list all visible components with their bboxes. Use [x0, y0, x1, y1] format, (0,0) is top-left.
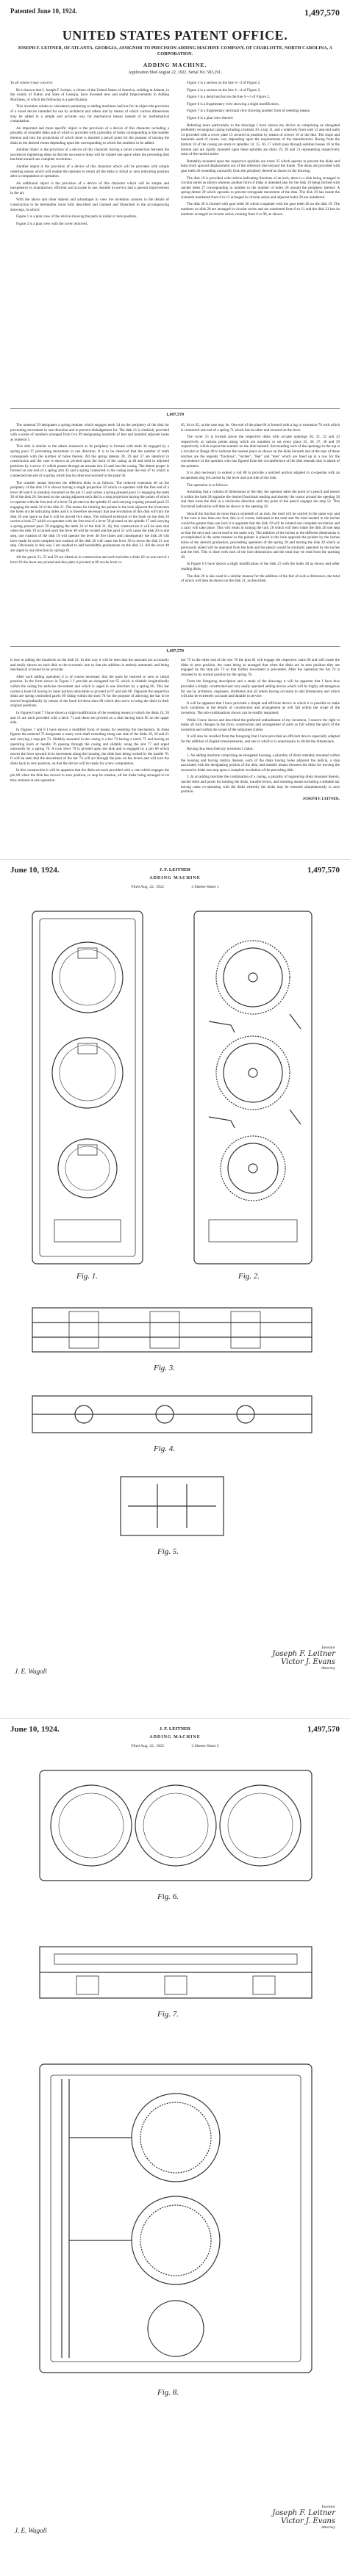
spec-paragraph: It will be apparent that I have provided a simple and efficient device in which it is possible to make such variations in the details of construction and arrangement as will fall within the scope of the invention. The sub-combinations shown can be readily separated. — [181, 701, 340, 715]
spec-column-6 — [181, 658, 340, 803]
fig4-section — [32, 1396, 312, 1433]
spec-paragraph: The numeral 59 designates a spring retainer which engages teeth 34 on the periphery of the disk for preventing movement in one direction and to prevent dislodgement for. The disk 21 is similarly provided with a series of numbers arranged from 0 to 99 designating hundreds of feet and hundred adjacent holes as numeral 5. — [10, 423, 169, 442]
application-line: Application filed August 22, 1922. Serial No. 583,291. — [128, 70, 222, 75]
sheet-filed-line — [0, 1744, 350, 1748]
spec-paragraph: This invention relates to calculators pertaining to adding machines and has for its object the provision of a novel device intended for use by architects and others and by means of which various dimensions may be added in a simple and accurate way for mechanical means instead of by mathematical computation. — [10, 104, 169, 124]
fig6-modification — [40, 1770, 312, 1881]
patent-drawing-sheet-2 — [10, 1756, 340, 2519]
spec-columns-middle — [10, 423, 340, 643]
spec-paragraph: In this construction it will be apparent that the disks are each provided with a cam which engages the pin 80 when the disk has moved to zero position, to stop its rotation, all the disks being arranged to be thus restored at one operation. — [10, 768, 169, 783]
spec-column-5 — [10, 658, 169, 785]
sheet-date: June 10, 1924. — [10, 1725, 60, 1734]
sheet-inventor-name: J. F. LEITNER — [159, 1726, 191, 1732]
spec-paragraph: The transfer means between the different disks is as follows: The reduced extension 46 on the periphery of the disk 19 is shown having a single projection 50 which co-operates with the free end of a lever 48 which is rotatably mounted on the pin 51 and carries a spring pressed pawl 51 engaging the teeth 30 of the disk 20. Secured on the casing adjacent each dial is a stop projection having the points of which co-operate with the free end of a lever 54 pivoted on the spindle 15 and carrying a spring pressed pawl 55 engaging the teeth 34 of the disk 21. The means for limiting the pointer in the hole adjacent the 0 between the holes on the indicating index and it is therefore necessary that one revolution of this disk will turn the disk 20 one space so that it will be moved five steps. The reduced extension of the hook on the disk 20 carries a hook 57 which co-operates with the free end of a lever 58 pivoted on the spindle 17 and carrying a spring pressed pawl 59 engaging the teeth 34 of the disk 21. By this construction it will be seen that when the disk 19 is turned once the lever 48 will be rocked and the pawl 51 will cause the disk 20 to one step, one rotation of the disk 19 will operate the lever 48 five times and consequently the disk 20 will have made its sixth complete one rotation of the disk 20 will cause the lever 58 to move the disk 21 one step. Obviously in this way I am enabled to add hundredths graduations on the disk 21. All the lever 48 are urged in one direction by springs 61. — [10, 480, 169, 553]
sheet-filed-line — [0, 885, 350, 889]
patent-number: 1,497,570 — [304, 7, 340, 18]
spec-paragraph: 1. An adding machine comprising an elongated housing, a plurality of disks rotatably mounted within the housing and having indicia thereon, each of the disks having holes adjacent the indicia, a stop associated with the designating portion of the disk, and transfer means between the disks for moving the successive disks one step upon a complete revolution of the preceding disk. — [181, 753, 340, 773]
spec-paragraph: The disk 20 is also used in a similar manner for the addition of the feet of such a dimension, the total of which will then be shown on the disk 21, as described. — [181, 574, 340, 584]
spec-column-3 — [10, 423, 169, 568]
fig8-label: Fig. 8. — [157, 2388, 179, 2397]
specification-page — [0, 0, 350, 853]
spec-column-1 — [10, 81, 169, 228]
filed-date: Filed Aug. 22, 1922 — [131, 885, 164, 889]
drawing-sheet-2 — [0, 1718, 350, 2576]
fig5-detail — [121, 1477, 224, 1535]
spec-paragraph: The disk 20 is formed with gear teeth 30 which cooperate with the gear teeth 26 on the disk 19. The numbers on disk 20 are arranged in circular series and are numbered from 0 to 11 and the disk 21 has its numbers arranged in circular series, running from 0 to 99, as shown. — [181, 202, 340, 217]
page-divider — [10, 408, 340, 409]
spec-paragraph: Figure 3 is a section on the line 3—3 of Figure 2, — [187, 81, 261, 85]
fig4-label: Fig. 4. — [154, 1444, 176, 1453]
spec-column-4 — [181, 423, 340, 586]
fig7-section — [40, 1947, 312, 1998]
inventor-label: Inventor — [321, 1646, 335, 1650]
sheet-title: ADDING MACHINE — [149, 1735, 201, 1740]
spec-paragraph: Figure 2 is a plan view with the cover removed, — [16, 221, 88, 226]
spec-paragraph: This disk is similar to the others inasmuch as its periphery is formed with teeth 34 engaged by a spring pawl 37 preventing movement in one direction. It is to be observed that the number of teeth corresponds with the number of holes therein. All the spring detents 28, 29 and 37 are identical in construction and the case is shown as pivoted upon the back of the casing at 40 and held in adjusted positions by a screw 41 which passes through an arcuate slot 42 and into the casing. The detent proper is formed on one end of a spring arm 43 and a spring connected to the casing near the end 47 to which is connected one end of a spring which has its other end secured to the plate 50. — [10, 444, 169, 478]
spec-paragraph: Figure 6 is a fragmentary view showing a slight modification, — [187, 101, 279, 106]
spec-paragraph: To all whom it may concern: — [10, 81, 54, 85]
patented-date: Patented June 10, 1924. — [10, 7, 77, 15]
spec-columns-bottom — [10, 658, 340, 850]
spec-paragraph: bar 75 to the other end of the slot 76 the pins 81 will engage the respective cams 80 and will rotate the disks to zero position, the cams being so arranged that when the disks are in zero position they are engaged by the stop pin 73 so that further movement is prevented. After the operation the bar 74 is returned to its normal position by the spring 78. — [181, 658, 340, 677]
sheet-patent-number: 1,497,570 — [307, 1725, 340, 1734]
witness-signature: J. E. Wagoll — [15, 2527, 47, 2534]
spec-paragraph: 2. In an adding machine the combination of a casing, a plurality of registering disks mounted therein, ratchet teeth and pawls for holding the disks, transfer levers, and resetting means including a slidable bar having cams co-operating with the disks whereby the disks may be returned simultaneously to zero position. — [181, 775, 340, 795]
column-page-number: 1,497,570 — [166, 413, 184, 417]
attorney-signature: Victor J. Evans — [281, 2517, 335, 2525]
spec-paragraph: The operation is as follows: — [187, 482, 229, 488]
inventor-signature: Joseph F. Leitner — [272, 2509, 335, 2517]
spec-paragraph: Assuming that a column of dimensions or the like, the operator takes the point of a pencil and inserts it within the hole 28 opposite the desired fractional reading and thereby the cursor around the opening 30 and then turns the disk in a clockwise direction until the point of the pencil engages the stop 52. This fractional indication will then be shown in the opening 34. — [181, 490, 340, 509]
sheet-count: 2 Sheets-Sheet 1 — [191, 885, 219, 889]
inventor-block — [272, 1646, 335, 1671]
inventor-signature: Joseph F. Leitner — [272, 1650, 335, 1658]
inventor-signature: JOSEPH F. LEITNER. — [302, 796, 340, 801]
spec-paragraph: From the foregoing description and a study of the drawings it will be apparent that I have thus provided a simply constructed and very easily operated adding device which will be highly advantageous for use by architects, engineers, draftsmen and all others having occasion to add dimensions and which will also be extremely accurate and durable in service. — [181, 679, 340, 699]
sheet-inventor-name: J. F. LEITNER — [159, 867, 191, 872]
spec-paragraph: In Figure 6 I have shown a slight modification of the disk 21 with the holes 28 as shown and other reading disks. — [181, 562, 340, 572]
spec-paragraph: In Figures 7 and 8 I have shown a modified form of means for resetting the mechanism. In these figures the numeral 72 designates a rotary rock shaft extending along one side of the disks 19, 20 and 21 and carrying a stop pin 73. Slidably mounted in the casing is a bar 74 having a notch 75 and having an operating knob or handle 76 passing through the casing and slidably along the slot 77 and urged outwardly by a spring 78. A rock lever 79 is pivoted upon the disk and is engaged by a pin 80 which moves the lever upward in its movement along the housing, the slide bars being rocked by the handle 76. It will be seen that the movement of the bar 74 will act through the pins on the levers and will turn the disks back to zero position, so that the device will be ready for a new computation. — [10, 727, 169, 766]
drawing-sheet-1 — [0, 859, 350, 1712]
invention-title: ADDING MACHINE. — [143, 62, 207, 68]
sheet-patent-number: 1,497,570 — [307, 866, 340, 875]
spec-paragraph: Rotatably mounted upon the respective spindles are rivets 25 which operate to prevent the disks and hubs from upward displacement out of the reference line beyond the frame. The disks are provided with gear teeth 26 extending outwardly from the periphery thereof as shown in the drawing. — [181, 159, 340, 173]
spec-paragraph: Figure 1 is a plan view of the device showing the parts in initial or zero position. — [16, 214, 138, 220]
spec-paragraph: An additional object is the provision of a device of this character which will be simple and inexpensive to manufacture, efficient and accurate in use, durable in service and a general improvement in the art. — [10, 181, 169, 195]
fig1-label: Fig. 1. — [76, 1272, 99, 1281]
spec-paragraph: Figure 5 is a detail section on the line 5—5 of Figure 2, — [187, 95, 271, 100]
spec-paragraph: Figure 8 is a plan view thereof. — [187, 115, 234, 120]
fig6-label: Fig. 6. — [157, 1892, 179, 1901]
spec-paragraph: In Figures 6 and 7 I have shown a slight modification of the resetting means in which the disks 19, 20 and 21 are each provided with a latch 71 and these are pivoted on a disk having latch 85 on the upper side. — [10, 710, 169, 726]
spec-paragraph: Another object is the provision of a device of this character having a novel connection between the successive registering disks so that the successive disks will be rotated one space when the preceding disk has been turned one complete revolution. — [10, 148, 169, 162]
spec-paragraph: Figure 4 is a section on the line 4—4 of Figure 2, — [187, 87, 261, 93]
sheet-count: 2 Sheets-Sheet 2 — [191, 1744, 219, 1748]
spec-columns-top — [10, 81, 340, 404]
fig7-label: Fig. 7. — [157, 2010, 179, 2019]
spec-paragraph: With the above and other objects and advantages in view the invention consists in the details of construction to be hereinafter more fully described and claimed and illustrated in the accompanying drawings, in which: — [10, 198, 169, 212]
fig2-mechanism — [194, 911, 312, 1264]
spec-paragraph: The disk 19 is provided with indicia indicating fractions of an inch, there is a disk being arranged in circular series as shown whereas another form of disks is intended also for the disk 19 being formed with ratchet teeth 27 corresponding in number to the number of holes 28 around the periphery thereof. A spring detent 29 which operates to prevent retrograde movement of the disk. The disk 19 has inside the sixteenth numbered from 0 to 15 arranged in circular series and adjacent holes 28 are numbered. — [181, 176, 340, 200]
column-page-number: 1,497,570 — [166, 649, 184, 654]
spec-paragraph: 65, 64 or 65, as the case may be. One end of the plate 80 is formed with a lug or extension 70 with which is connected one end of a spring 71 which has its other end secured on the lever. — [181, 423, 340, 433]
assignor-line: JOSEPH F. LEITNER, OF ATLANTA, GEORGIA, ASSIGNOR TO PRECISION ADDING MACHINE COMPANY, OF CHARLOTTE, NORTH CAROLINA, A CORPORATION. — [18, 46, 332, 57]
spec-column-2 — [181, 81, 340, 219]
fig3-label: Fig. 3. — [154, 1364, 176, 1372]
spec-paragraph: Having thus described my invention I claim: — [187, 746, 254, 751]
patent-drawing-sheet-1 — [10, 897, 340, 1660]
attorney-label: Attorney — [321, 1666, 335, 1671]
spec-paragraph: It is also necessary to extend a rod 80 to provide a notched portion adapted to co-operate with an escapement dog 84 carried by the lever and one side of the disk. — [181, 471, 340, 480]
sheet-date: June 10, 1924. — [10, 866, 60, 875]
witness-signature: J. E. Wagoll — [15, 1668, 47, 1675]
fig2-label: Fig. 2. — [238, 1272, 260, 1281]
patent-header — [10, 7, 340, 18]
inventor-block — [272, 2505, 335, 2530]
spec-paragraph: An important and more specific object is the provision of a device of this character including a plurality of rotatable disks and of which is provided with a plurality of holes corresponding to the number thereon and into the projections of which there is inserted a pencil point for the purpose of turning the disks to the desired extent depending upon the corresponding to which the numbers to be added. — [10, 126, 169, 145]
attorney-signature: Victor J. Evans — [281, 1658, 335, 1666]
spec-paragraph: After each adding operation it is of course necessary that the parts be restored to zero or initial position. In the form shown in Figure 1 I provide an elongated bar 65 which is slidable longitudinally within the casing for endwise movement and which is urged in one direction by a spring 66. This bar carries a hook 64 having its inner portion retractable or pivoted at 67 and slot 68. Opposite the respective disks are spring controlled pawls 69 riding within the slots 70 for the purpose of allowing the bar to be moved longitudinally by means of the knob 64 these slots 68 which also serve to bring the disks in their original positions. — [10, 674, 169, 709]
spec-paragraph: Referring more particularly to the drawings I have shown my device as comprising an elongated preferably rectangular casing including a bottom 10, a top 11, and a relatively front wall 13 and end walls 14 provided with a cover plate 15 secured in position by means of screws 16 or the like. The slope and materials used of course vary depending upon the requirements of the manufacturer. Rising from the bottom 10 of the casing are studs or spindles 14, 15, 16, 17 which pass through suitable bosses 18 in the bottom and are rigidly mounted upon these spindles are disks 19, 20 and 21 representing respectively units of the ratchet series. — [181, 123, 340, 157]
fig3-section — [32, 1308, 312, 1352]
spec-paragraph: Figure 7 is a fragmentary sectional view showing another form of resetting means, — [187, 109, 311, 114]
office-title: UNITED STATES PATENT OFFICE. — [62, 28, 288, 43]
inventor-label: Inventor — [321, 2505, 335, 2509]
spec-paragraph: All the pawls 51, 55 and 59 are identical in construction and each includes a disks 62 on one end of a lever 63 the lever are pivoted and this plate is pivoted at 80 on the lever or — [10, 555, 169, 565]
spec-paragraph: Should the fraction be more than a sixteenth of an inch, the total will be carried in the same way and if the sum is less than one foot, this is of course indicated at the total and the total needed in the inches would be greater than one inch it is apparent that the disk 19 will be rotated one complete revolution and a carry will take place. This will result in turning the rack 28 which will then rotate the disk 20 one step so that the next unit can be read in the same way. The addition of the inches in the different dimensions is accomplished in the same manner as the pointer is placed in the hole opposite the pointer by the inches holes of the desired graduation, proceeding operation of the spring 28 and turning the disk 20 which as previously stated will be operated from the hole and the pencil would be similarly operated by the inches and the feet. This is done with each of the inch dimensions and the total may be read from the opening 30. — [181, 511, 340, 560]
fig8-plan — [40, 2064, 312, 2373]
fig1-housing — [32, 911, 143, 1264]
filed-date: Filed Aug. 22, 1922 — [131, 1744, 164, 1748]
attorney-label: Attorney — [321, 2525, 335, 2530]
page-divider — [10, 646, 340, 647]
spec-paragraph: is true in adding the hundreds on the disk 21. In this way it will be seen that the amounts are accurately and easily shown on each disk to the economic one so that the addition is entirely automatic and being mechanical is bound to be accurate. — [10, 658, 169, 673]
spec-paragraph: The cover 15 is formed above the respective disks with arcuate openings 30, 31, 32 and 33 respectively at various points along which are numbers or set every place 35, 36, 37, 38 and 39 respectively which expose the number on the disk beneath. Surrounding each of the openings in the top is a circular or flange 40 to indicate the nearest place as shown on the disks beneath and at the tops of these notches are the legends "fractions", "inches", "feet" and "tens" which are lined up in a row for the convenience of the operator who has figured from the circumference of the disk beneath that is ahead of the pointers. — [181, 435, 340, 468]
spec-paragraph: Be it known that I, Joseph F. Leitner, a citizen of the United States of America, residing at Atlanta, in the county of Fulton and State of Georgia, have invented new and useful Improvements in Adding Machines, of which the following is a specification. — [10, 87, 169, 102]
spec-paragraph: While I have shown and described the preferred embodiment of my invention, I reserve the right to make all such changes in the form, construction and arrangement of parts as fall within the spirit of the invention and within the scope of the subjoined claims. — [181, 717, 340, 732]
spec-paragraph: It will also be recalled from the foregoing that I have provided an efficient device especially adapted for the addition of English measurements, and one in which it is unnecessary to divide the dimensions. — [181, 734, 340, 744]
fig5-label: Fig. 5. — [157, 1547, 179, 1556]
spec-paragraph: Another object is the provision of a device of this character which will be provided with simple resetting means which will enable the operator to return all the disks to initial or zero indicating position after a computation or operation. — [10, 164, 169, 179]
sheet-title: ADDING MACHINE — [149, 876, 201, 880]
